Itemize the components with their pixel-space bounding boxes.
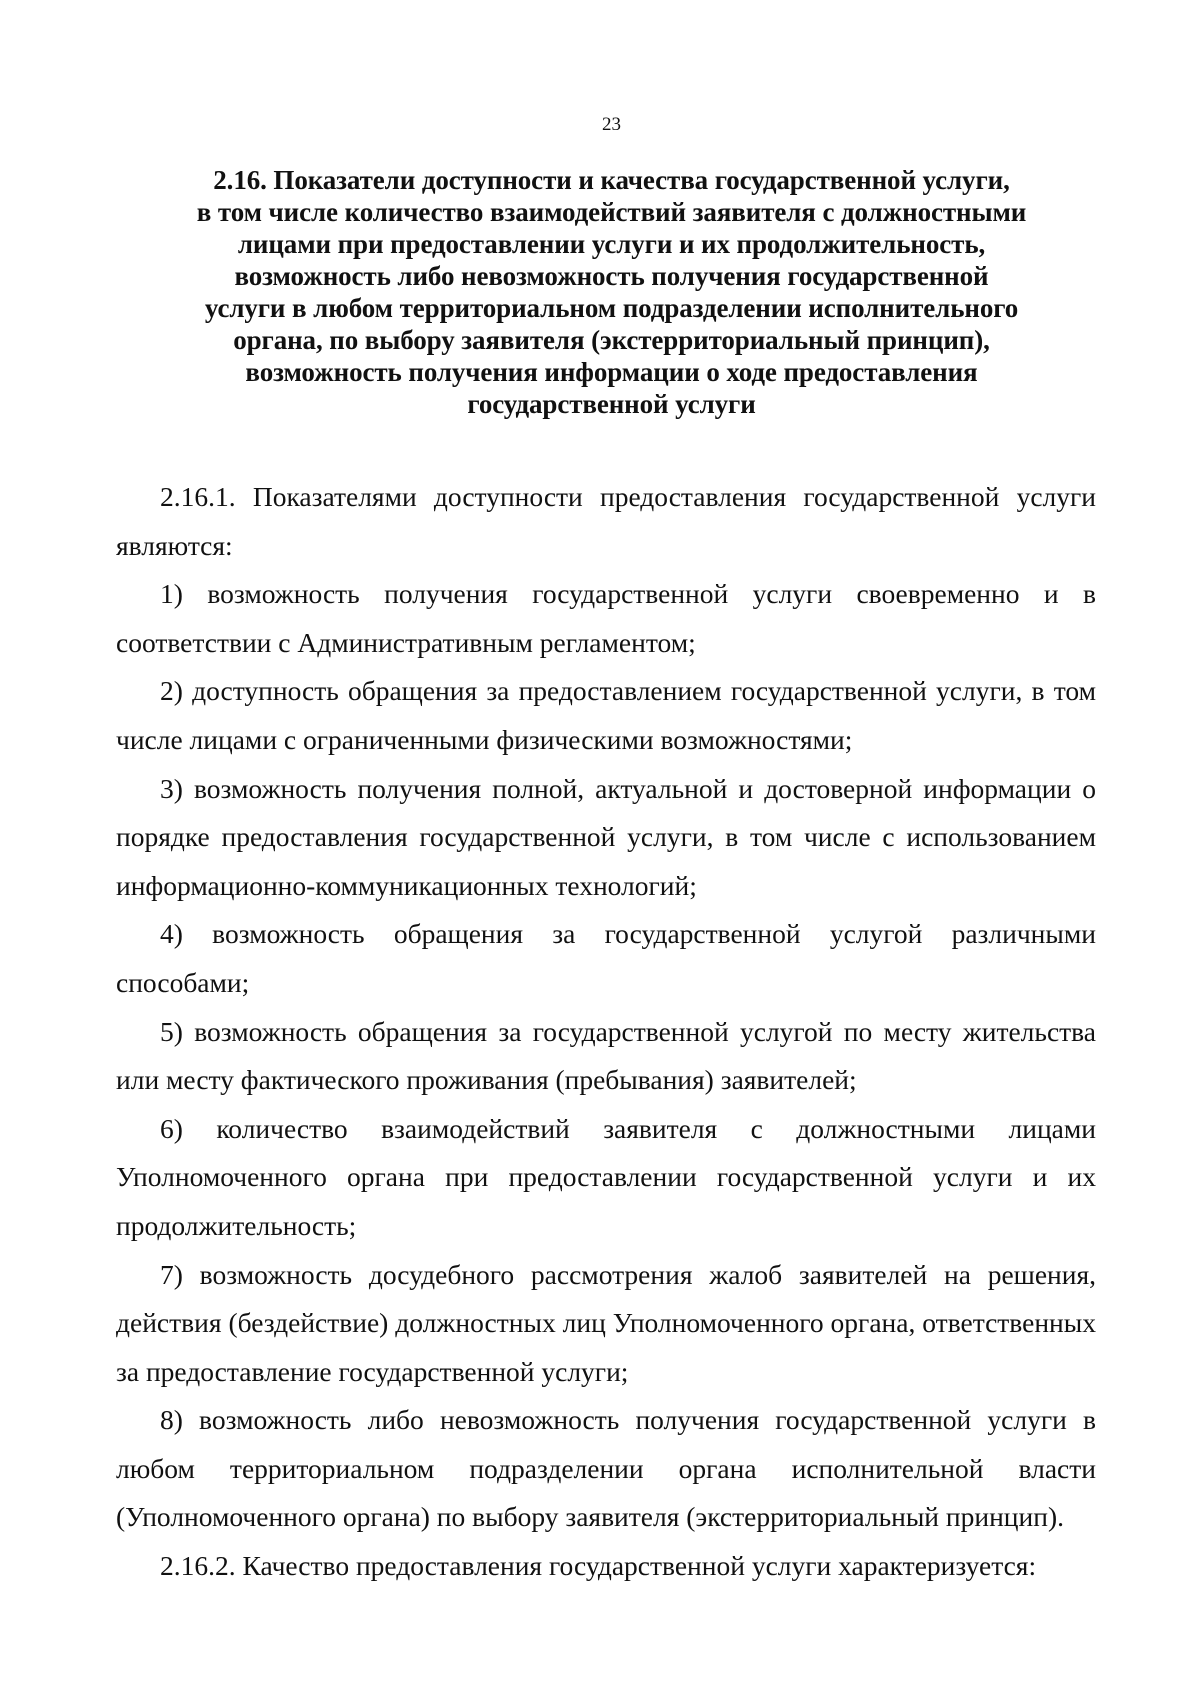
- heading-line: лицами при предоставлении услуги и их продолжительность,: [237, 229, 986, 259]
- list-item-7: 7) возможность досудебного рассмотрения жалоб заявителей на решения, действия (бездействие) должностных лиц Уполномоченного органа, ответственных за предоставление государственной услуги;: [116, 1258, 1096, 1387]
- section-heading: [150, 164, 1073, 420]
- heading-line: возможность либо невозможность получения государственной: [234, 261, 989, 291]
- page-number: 23: [602, 114, 621, 135]
- list-item-1: 1) возможность получения государственной услуги своевременно и в соответствии с Административным регламентом;: [116, 578, 1096, 658]
- heading-line: услуги в любом территориальном подразделении исполнительного: [204, 293, 1019, 323]
- list-item-4: 4) возможность обращения за государственной услугой различными способами;: [116, 918, 1096, 998]
- list-item-8: 8) возможность либо невозможность получения государственной услуги в любом территориальном подразделении органа исполнительной власти (Уполномоченного органа) по выбору заявителя (экстерриториальный принцип).: [116, 1404, 1096, 1533]
- heading-line: государственной услуги: [467, 389, 756, 419]
- heading-line: органа, по выбору заявителя (экстерриториальный принцип),: [233, 325, 990, 355]
- list-item-5: 5) возможность обращения за государственной услугой по месту жительства или месту фактического проживания (пребывания) заявителей;: [116, 1015, 1096, 1096]
- paragraph-2-16-1: 2.16.1. Показателями доступности предоставления государственной услуги являются:: [116, 481, 1096, 561]
- paragraph-2-16-2: 2.16.2. Качество предоставления государственной услуги характеризуется:: [160, 1550, 1037, 1582]
- heading-line: 2.16. Показатели доступности и качества государственной услуги,: [213, 165, 1010, 195]
- list-item-2: 2) доступность обращения за предоставлением государственной услуги, в том числе лицами с ограниченными физическими возможностями;: [116, 675, 1096, 755]
- heading-line: возможность получения информации о ходе предоставления: [245, 357, 978, 387]
- heading-line: в том числе количество взаимодействий заявителя с должностными: [196, 197, 1027, 227]
- list-item-3: 3) возможность получения полной, актуальной и достоверной информации о порядке предоставления государственной услуги, в том числе с использованием информационно-коммуникационных технологий;: [116, 772, 1096, 901]
- list-item-6: 6) количество взаимодействий заявителя с должностными лицами Уполномоченного органа при предоставлении государственной услуги и их продолжительность;: [116, 1112, 1096, 1241]
- document-body: [116, 473, 1096, 1591]
